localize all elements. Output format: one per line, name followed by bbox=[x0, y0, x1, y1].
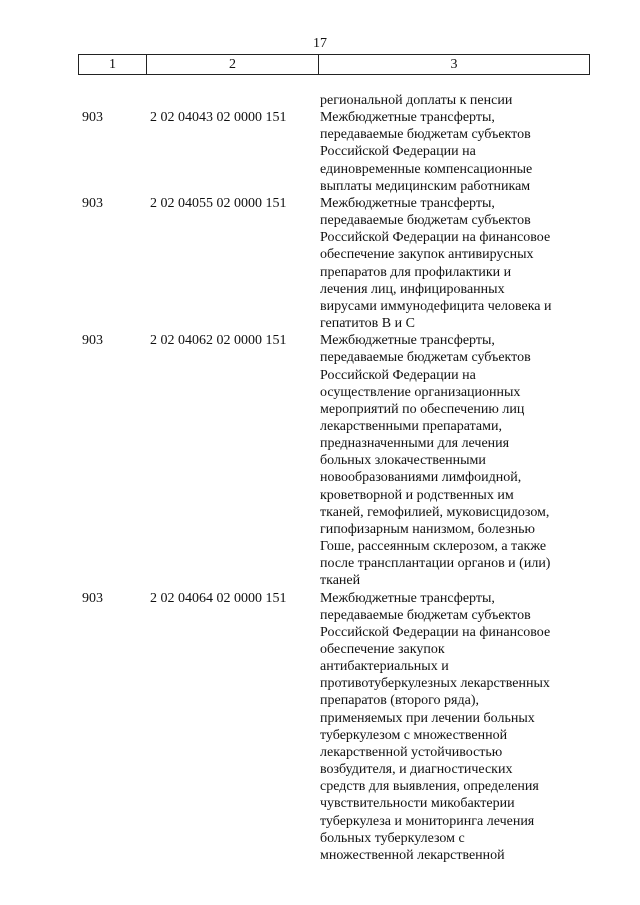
description-line: лечения лиц, инфицированных bbox=[320, 281, 505, 297]
description-line: Межбюджетные трансферты, bbox=[320, 110, 495, 126]
continuation-text bbox=[320, 92, 580, 109]
description-line: осуществление организационных bbox=[320, 384, 521, 400]
description-line: тканей bbox=[320, 573, 361, 589]
description-line: предназначенными для лечения bbox=[320, 436, 510, 452]
description-line: чувствительности микобактерии bbox=[320, 796, 515, 812]
column-header-table bbox=[78, 54, 590, 75]
description-line: Российской Федерации на bbox=[320, 144, 476, 160]
admin-code: 903 bbox=[82, 195, 103, 211]
description-line: передаваемые бюджетам субъектов bbox=[320, 213, 531, 229]
description-line: множественной лекарственной bbox=[320, 847, 505, 863]
description-line: Российской Федерации на финансовое bbox=[320, 230, 551, 246]
description-line: вирусами иммунодефицита человека и bbox=[320, 298, 552, 314]
description-line: туберкулезом с множественной bbox=[320, 727, 508, 743]
table-row bbox=[0, 590, 640, 865]
column-header-3: 3 bbox=[319, 55, 590, 75]
table-row bbox=[0, 109, 640, 195]
table-row bbox=[0, 332, 640, 589]
description-line: средств для выявления, определения bbox=[320, 779, 539, 795]
description-line: больных туберкулезом с bbox=[320, 830, 465, 846]
description-line: гепатитов B и C bbox=[320, 316, 415, 332]
budget-classification-code: 2 02 04064 02 0000 151 bbox=[150, 590, 287, 606]
revenue-description bbox=[320, 195, 582, 332]
admin-code: 903 bbox=[82, 333, 103, 349]
description-line: передаваемые бюджетам субъектов bbox=[320, 350, 531, 366]
description-line: Межбюджетные трансферты, bbox=[320, 195, 495, 211]
continuation-line: региональной доплаты к пенсии bbox=[320, 93, 513, 108]
description-line: лекарственными препаратами, bbox=[320, 418, 502, 434]
budget-classification-code: 2 02 04043 02 0000 151 bbox=[150, 110, 287, 126]
description-line: применяемых при лечении больных bbox=[320, 710, 535, 726]
revenue-description bbox=[320, 332, 582, 589]
description-line: препаратов для профилактики и bbox=[320, 264, 512, 280]
description-line: единовременные компенсационные bbox=[320, 161, 533, 177]
description-line: обеспечение закупок антивирусных bbox=[320, 247, 534, 263]
description-line: противотуберкулезных лекарственных bbox=[320, 676, 550, 692]
page-number: 17 bbox=[313, 36, 327, 51]
table-row bbox=[0, 195, 640, 332]
description-line: передаваемые бюджетам субъектов bbox=[320, 607, 531, 623]
admin-code: 903 bbox=[82, 110, 103, 126]
revenue-description bbox=[320, 590, 582, 865]
description-line: туберкулеза и мониторинга лечения bbox=[320, 813, 535, 829]
description-line: Гоше, рассеянным склерозом, а также bbox=[320, 539, 547, 555]
document-body bbox=[0, 92, 640, 864]
description-line: препаратов (второго ряда), bbox=[320, 693, 479, 709]
description-line: возбудителя, и диагностических bbox=[320, 762, 513, 778]
admin-code: 903 bbox=[82, 590, 103, 606]
column-header-2: 2 bbox=[147, 55, 319, 75]
description-line: выплаты медицинским работникам bbox=[320, 178, 531, 194]
description-line: Российской Федерации на финансовое bbox=[320, 624, 551, 640]
description-line: после трансплантации органов и (или) bbox=[320, 556, 551, 572]
budget-classification-code: 2 02 04062 02 0000 151 bbox=[150, 333, 287, 349]
description-line: передаваемые бюджетам субъектов bbox=[320, 127, 531, 143]
description-line: Межбюджетные трансферты, bbox=[320, 590, 495, 606]
revenue-description bbox=[320, 109, 582, 195]
description-line: лекарственной устойчивостью bbox=[320, 744, 503, 760]
revenue-rows bbox=[0, 109, 640, 864]
description-line: антибактериальных и bbox=[320, 659, 449, 675]
description-line: гипофизарным нанизмом, болезнью bbox=[320, 521, 535, 537]
description-line: мероприятий по обеспечению лиц bbox=[320, 401, 525, 417]
description-line: кроветворной и родственных им bbox=[320, 487, 514, 503]
budget-classification-code: 2 02 04055 02 0000 151 bbox=[150, 195, 287, 211]
description-line: новообразованиями лимфоидной, bbox=[320, 470, 522, 486]
description-line: больных злокачественными bbox=[320, 453, 486, 469]
column-header-1: 1 bbox=[79, 55, 147, 75]
description-line: Межбюджетные трансферты, bbox=[320, 333, 495, 349]
description-line: обеспечение закупок bbox=[320, 642, 445, 657]
description-line: Российской Федерации на bbox=[320, 367, 476, 383]
description-line: тканей, гемофилией, муковисцидозом, bbox=[320, 504, 550, 520]
